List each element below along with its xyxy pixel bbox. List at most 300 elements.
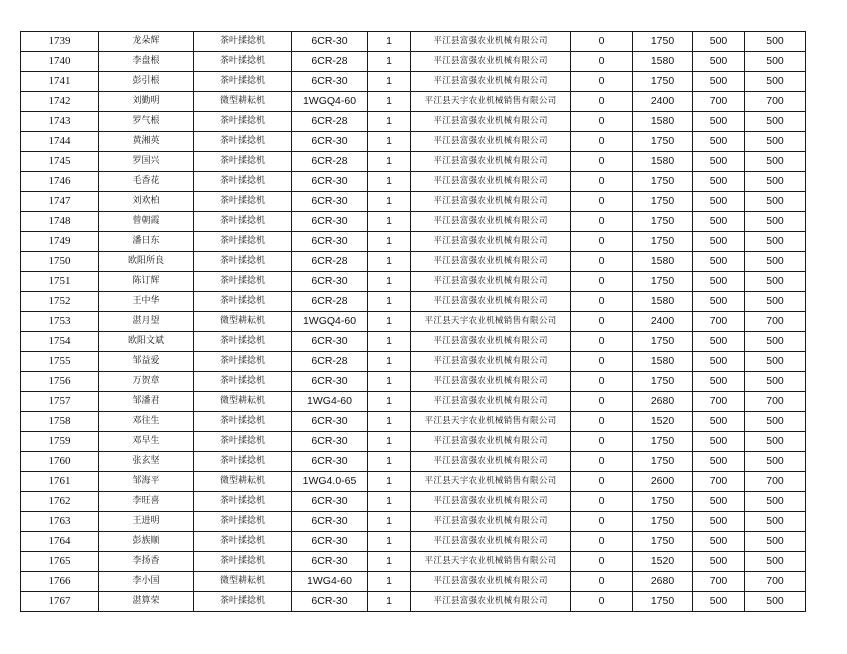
price-cell: 1520: [633, 552, 693, 572]
name-cell: 黄湘英: [99, 132, 194, 152]
name-cell: 彭引根: [99, 72, 194, 92]
machine-type-cell: 茶叶揉捻机: [194, 72, 292, 92]
table-row: [21, 152, 806, 172]
seq-cell: 1744: [21, 132, 99, 152]
name-cell: 李小国: [99, 572, 194, 592]
col7-cell: 0: [571, 212, 633, 232]
name-cell: 邹益爱: [99, 352, 194, 372]
name-cell: 欧阳文斌: [99, 332, 194, 352]
table-row: [21, 132, 806, 152]
seller-cell: 平江县富强农业机械有限公司: [411, 332, 571, 352]
subsidy-cell: 500: [693, 412, 745, 432]
price-cell: 1750: [633, 132, 693, 152]
table-row: [21, 272, 806, 292]
col7-cell: 0: [571, 132, 633, 152]
quantity-cell: 1: [368, 72, 411, 92]
subsidy-cell: 500: [693, 332, 745, 352]
subsidy-cell: 500: [693, 152, 745, 172]
col7-cell: 0: [571, 532, 633, 552]
model-cell: 6CR-30: [292, 232, 368, 252]
col7-cell: 0: [571, 472, 633, 492]
name-cell: 潘日东: [99, 232, 194, 252]
subsidy-total-cell: 500: [745, 552, 806, 572]
subsidy-total-cell: 500: [745, 192, 806, 212]
table-row: [21, 552, 806, 572]
machine-type-cell: 茶叶揉捻机: [194, 332, 292, 352]
model-cell: 6CR-28: [292, 252, 368, 272]
seller-cell: 平江县富强农业机械有限公司: [411, 492, 571, 512]
seller-cell: 平江县富强农业机械有限公司: [411, 432, 571, 452]
model-cell: 6CR-28: [292, 112, 368, 132]
machine-type-cell: 茶叶揉捻机: [194, 592, 292, 612]
price-cell: 1580: [633, 292, 693, 312]
col7-cell: 0: [571, 492, 633, 512]
name-cell: 欧阳所良: [99, 252, 194, 272]
machine-type-cell: 微型耕耘机: [194, 392, 292, 412]
seq-cell: 1749: [21, 232, 99, 252]
subsidy-cell: 500: [693, 592, 745, 612]
quantity-cell: 1: [368, 192, 411, 212]
seller-cell: 平江县富强农业机械有限公司: [411, 212, 571, 232]
price-cell: 1750: [633, 72, 693, 92]
subsidy-total-cell: 700: [745, 572, 806, 592]
table-row: [21, 252, 806, 272]
seller-cell: 平江县富强农业机械有限公司: [411, 172, 571, 192]
price-cell: 1520: [633, 412, 693, 432]
seller-cell: 平江县富强农业机械有限公司: [411, 252, 571, 272]
machine-type-cell: 茶叶揉捻机: [194, 372, 292, 392]
col7-cell: 0: [571, 72, 633, 92]
name-cell: 刘勤明: [99, 92, 194, 112]
quantity-cell: 1: [368, 92, 411, 112]
price-cell: 1750: [633, 192, 693, 212]
quantity-cell: 1: [368, 572, 411, 592]
seller-cell: 平江县富强农业机械有限公司: [411, 372, 571, 392]
col7-cell: 0: [571, 292, 633, 312]
name-cell: 李扬香: [99, 552, 194, 572]
model-cell: 6CR-30: [292, 72, 368, 92]
col7-cell: 0: [571, 172, 633, 192]
name-cell: 刘欢柏: [99, 192, 194, 212]
price-cell: 1750: [633, 272, 693, 292]
subsidy-cell: 500: [693, 532, 745, 552]
seq-cell: 1741: [21, 72, 99, 92]
subsidy-cell: 500: [693, 372, 745, 392]
seq-cell: 1746: [21, 172, 99, 192]
seller-cell: 平江县富强农业机械有限公司: [411, 32, 571, 52]
name-cell: 湛月望: [99, 312, 194, 332]
name-cell: 王进明: [99, 512, 194, 532]
price-cell: 1580: [633, 152, 693, 172]
price-cell: 2600: [633, 472, 693, 492]
seller-cell: 平江县富强农业机械有限公司: [411, 572, 571, 592]
subsidy-cell: 500: [693, 132, 745, 152]
model-cell: 6CR-30: [292, 432, 368, 452]
seller-cell: 平江县富强农业机械有限公司: [411, 152, 571, 172]
machine-type-cell: 茶叶揉捻机: [194, 292, 292, 312]
subsidy-total-cell: 500: [745, 212, 806, 232]
price-cell: 1750: [633, 592, 693, 612]
subsidy-total-cell: 500: [745, 512, 806, 532]
quantity-cell: 1: [368, 372, 411, 392]
seq-cell: 1750: [21, 252, 99, 272]
col7-cell: 0: [571, 432, 633, 452]
table-row: [21, 352, 806, 372]
seq-cell: 1739: [21, 32, 99, 52]
quantity-cell: 1: [368, 352, 411, 372]
quantity-cell: 1: [368, 492, 411, 512]
subsidy-cell: 500: [693, 352, 745, 372]
quantity-cell: 1: [368, 552, 411, 572]
price-cell: 1580: [633, 52, 693, 72]
subsidy-total-cell: 500: [745, 72, 806, 92]
col7-cell: 0: [571, 92, 633, 112]
col7-cell: 0: [571, 192, 633, 212]
machine-type-cell: 茶叶揉捻机: [194, 452, 292, 472]
subsidy-total-cell: 500: [745, 172, 806, 192]
seller-cell: 平江县富强农业机械有限公司: [411, 52, 571, 72]
col7-cell: 0: [571, 252, 633, 272]
price-cell: 1750: [633, 492, 693, 512]
subsidy-cell: 500: [693, 272, 745, 292]
seq-cell: 1758: [21, 412, 99, 432]
price-cell: 1750: [633, 452, 693, 472]
seller-cell: 平江县富强农业机械有限公司: [411, 132, 571, 152]
machine-type-cell: 茶叶揉捻机: [194, 232, 292, 252]
subsidy-cell: 700: [693, 392, 745, 412]
quantity-cell: 1: [368, 332, 411, 352]
price-cell: 1580: [633, 352, 693, 372]
subsidy-cell: 500: [693, 512, 745, 532]
table-row: [21, 172, 806, 192]
subsidy-cell: 500: [693, 252, 745, 272]
machine-type-cell: 微型耕耘机: [194, 472, 292, 492]
col7-cell: 0: [571, 512, 633, 532]
subsidy-total-cell: 500: [745, 352, 806, 372]
model-cell: 6CR-28: [292, 292, 368, 312]
col7-cell: 0: [571, 572, 633, 592]
seller-cell: 平江县天宇农业机械销售有限公司: [411, 472, 571, 492]
machine-type-cell: 茶叶揉捻机: [194, 32, 292, 52]
model-cell: 6CR-30: [292, 132, 368, 152]
name-cell: 龙朵辉: [99, 32, 194, 52]
machine-type-cell: 茶叶揉捻机: [194, 112, 292, 132]
quantity-cell: 1: [368, 592, 411, 612]
table-row: [21, 52, 806, 72]
seller-cell: 平江县天宇农业机械销售有限公司: [411, 412, 571, 432]
quantity-cell: 1: [368, 32, 411, 52]
seq-cell: 1753: [21, 312, 99, 332]
col7-cell: 0: [571, 232, 633, 252]
name-cell: 李盘根: [99, 52, 194, 72]
price-cell: 2400: [633, 92, 693, 112]
col7-cell: 0: [571, 452, 633, 472]
seq-cell: 1742: [21, 92, 99, 112]
model-cell: 6CR-28: [292, 152, 368, 172]
col7-cell: 0: [571, 552, 633, 572]
machine-type-cell: 茶叶揉捻机: [194, 172, 292, 192]
machine-type-cell: 茶叶揉捻机: [194, 272, 292, 292]
quantity-cell: 1: [368, 212, 411, 232]
table-row: [21, 312, 806, 332]
seq-cell: 1760: [21, 452, 99, 472]
table-row: [21, 92, 806, 112]
seq-cell: 1743: [21, 112, 99, 132]
table-row: [21, 452, 806, 472]
col7-cell: 0: [571, 412, 633, 432]
model-cell: 6CR-30: [292, 552, 368, 572]
model-cell: 1WG4-60: [292, 572, 368, 592]
subsidy-cell: 700: [693, 472, 745, 492]
quantity-cell: 1: [368, 512, 411, 532]
subsidy-total-cell: 700: [745, 392, 806, 412]
subsidy-cell: 500: [693, 52, 745, 72]
seq-cell: 1757: [21, 392, 99, 412]
quantity-cell: 1: [368, 132, 411, 152]
machine-type-cell: 茶叶揉捻机: [194, 352, 292, 372]
model-cell: 6CR-30: [292, 192, 368, 212]
subsidy-total-cell: 500: [745, 132, 806, 152]
table-row: [21, 232, 806, 252]
subsidy-cell: 700: [693, 312, 745, 332]
col7-cell: 0: [571, 152, 633, 172]
subsidy-cell: 500: [693, 552, 745, 572]
subsidy-total-cell: 700: [745, 472, 806, 492]
seller-cell: 平江县富强农业机械有限公司: [411, 512, 571, 532]
seq-cell: 1756: [21, 372, 99, 392]
machine-type-cell: 茶叶揉捻机: [194, 512, 292, 532]
model-cell: 1WGQ4-60: [292, 312, 368, 332]
table-row: [21, 592, 806, 612]
table-row: [21, 512, 806, 532]
name-cell: 邹潘君: [99, 392, 194, 412]
price-cell: 2400: [633, 312, 693, 332]
machine-type-cell: 茶叶揉捻机: [194, 252, 292, 272]
seller-cell: 平江县富强农业机械有限公司: [411, 352, 571, 372]
machine-type-cell: 茶叶揉捻机: [194, 52, 292, 72]
machine-type-cell: 茶叶揉捻机: [194, 192, 292, 212]
name-cell: 张玄坚: [99, 452, 194, 472]
seq-cell: 1759: [21, 432, 99, 452]
price-cell: 1750: [633, 172, 693, 192]
quantity-cell: 1: [368, 112, 411, 132]
machine-type-cell: 茶叶揉捻机: [194, 492, 292, 512]
table-row: [21, 492, 806, 512]
model-cell: 6CR-30: [292, 512, 368, 532]
machine-type-cell: 茶叶揉捻机: [194, 412, 292, 432]
subsidy-total-cell: 500: [745, 372, 806, 392]
model-cell: 6CR-30: [292, 412, 368, 432]
price-cell: 1750: [633, 332, 693, 352]
price-cell: 1750: [633, 432, 693, 452]
model-cell: 6CR-30: [292, 592, 368, 612]
quantity-cell: 1: [368, 532, 411, 552]
subsidy-cell: 700: [693, 572, 745, 592]
seller-cell: 平江县富强农业机械有限公司: [411, 292, 571, 312]
table-row: [21, 72, 806, 92]
table-row: [21, 32, 806, 52]
seq-cell: 1748: [21, 212, 99, 232]
col7-cell: 0: [571, 32, 633, 52]
machine-type-cell: 茶叶揉捻机: [194, 552, 292, 572]
subsidy-total-cell: 700: [745, 312, 806, 332]
seller-cell: 平江县富强农业机械有限公司: [411, 192, 571, 212]
seller-cell: 平江县富强农业机械有限公司: [411, 532, 571, 552]
name-cell: 李旺喜: [99, 492, 194, 512]
subsidy-total-cell: 500: [745, 152, 806, 172]
subsidy-cell: 500: [693, 72, 745, 92]
name-cell: 万贺章: [99, 372, 194, 392]
subsidy-total-cell: 500: [745, 432, 806, 452]
seq-cell: 1761: [21, 472, 99, 492]
seq-cell: 1745: [21, 152, 99, 172]
table-body: [21, 32, 806, 612]
seq-cell: 1740: [21, 52, 99, 72]
subsidy-total-cell: 500: [745, 272, 806, 292]
seq-cell: 1763: [21, 512, 99, 532]
col7-cell: 0: [571, 312, 633, 332]
price-cell: 1750: [633, 32, 693, 52]
table-row: [21, 292, 806, 312]
table-row: [21, 412, 806, 432]
model-cell: 6CR-30: [292, 372, 368, 392]
machine-type-cell: 微型耕耘机: [194, 92, 292, 112]
model-cell: 1WGQ4-60: [292, 92, 368, 112]
subsidy-cell: 500: [693, 492, 745, 512]
table-row: [21, 112, 806, 132]
seq-cell: 1752: [21, 292, 99, 312]
machine-type-cell: 微型耕耘机: [194, 312, 292, 332]
name-cell: 邓往生: [99, 412, 194, 432]
subsidy-total-cell: 500: [745, 112, 806, 132]
name-cell: 曾朝霞: [99, 212, 194, 232]
machine-type-cell: 茶叶揉捻机: [194, 152, 292, 172]
table-row: [21, 212, 806, 232]
table-row: [21, 432, 806, 452]
name-cell: 毛香花: [99, 172, 194, 192]
table-row: [21, 392, 806, 412]
price-cell: 1750: [633, 232, 693, 252]
seller-cell: 平江县天宇农业机械销售有限公司: [411, 92, 571, 112]
subsidy-cell: 500: [693, 432, 745, 452]
col7-cell: 0: [571, 372, 633, 392]
col7-cell: 0: [571, 352, 633, 372]
model-cell: 1WG4-60: [292, 392, 368, 412]
model-cell: 6CR-30: [292, 32, 368, 52]
subsidy-total-cell: 500: [745, 32, 806, 52]
subsidy-cell: 500: [693, 292, 745, 312]
name-cell: 陈订辉: [99, 272, 194, 292]
col7-cell: 0: [571, 332, 633, 352]
subsidy-total-cell: 500: [745, 252, 806, 272]
price-cell: 1750: [633, 512, 693, 532]
name-cell: 王中华: [99, 292, 194, 312]
model-cell: 6CR-28: [292, 52, 368, 72]
subsidy-table: [20, 31, 806, 612]
quantity-cell: 1: [368, 52, 411, 72]
machine-type-cell: 茶叶揉捻机: [194, 532, 292, 552]
quantity-cell: 1: [368, 152, 411, 172]
seq-cell: 1755: [21, 352, 99, 372]
table-row: [21, 532, 806, 552]
quantity-cell: 1: [368, 312, 411, 332]
subsidy-total-cell: 700: [745, 92, 806, 112]
col7-cell: 0: [571, 272, 633, 292]
subsidy-total-cell: 500: [745, 492, 806, 512]
model-cell: 6CR-30: [292, 212, 368, 232]
table-row: [21, 192, 806, 212]
price-cell: 1750: [633, 532, 693, 552]
seq-cell: 1751: [21, 272, 99, 292]
subsidy-total-cell: 500: [745, 412, 806, 432]
subsidy-cell: 500: [693, 112, 745, 132]
quantity-cell: 1: [368, 272, 411, 292]
seq-cell: 1762: [21, 492, 99, 512]
price-cell: 2680: [633, 572, 693, 592]
subsidy-cell: 700: [693, 92, 745, 112]
name-cell: 湛算荣: [99, 592, 194, 612]
quantity-cell: 1: [368, 252, 411, 272]
quantity-cell: 1: [368, 392, 411, 412]
col7-cell: 0: [571, 592, 633, 612]
model-cell: 6CR-30: [292, 532, 368, 552]
col7-cell: 0: [571, 52, 633, 72]
quantity-cell: 1: [368, 172, 411, 192]
seq-cell: 1766: [21, 572, 99, 592]
quantity-cell: 1: [368, 292, 411, 312]
seller-cell: 平江县富强农业机械有限公司: [411, 452, 571, 472]
seller-cell: 平江县天宇农业机械销售有限公司: [411, 552, 571, 572]
seller-cell: 平江县富强农业机械有限公司: [411, 72, 571, 92]
subsidy-total-cell: 500: [745, 452, 806, 472]
model-cell: 1WG4.0-65: [292, 472, 368, 492]
seller-cell: 平江县富强农业机械有限公司: [411, 232, 571, 252]
quantity-cell: 1: [368, 232, 411, 252]
model-cell: 6CR-30: [292, 332, 368, 352]
subsidy-total-cell: 500: [745, 332, 806, 352]
quantity-cell: 1: [368, 412, 411, 432]
machine-type-cell: 茶叶揉捻机: [194, 212, 292, 232]
name-cell: 邓早生: [99, 432, 194, 452]
machine-type-cell: 茶叶揉捻机: [194, 132, 292, 152]
model-cell: 6CR-30: [292, 172, 368, 192]
model-cell: 6CR-30: [292, 492, 368, 512]
col7-cell: 0: [571, 392, 633, 412]
seller-cell: 平江县富强农业机械有限公司: [411, 272, 571, 292]
seq-cell: 1765: [21, 552, 99, 572]
seq-cell: 1767: [21, 592, 99, 612]
col7-cell: 0: [571, 112, 633, 132]
price-cell: 1580: [633, 252, 693, 272]
seq-cell: 1747: [21, 192, 99, 212]
machine-type-cell: 微型耕耘机: [194, 572, 292, 592]
name-cell: 邹海平: [99, 472, 194, 492]
subsidy-cell: 500: [693, 172, 745, 192]
seller-cell: 平江县富强农业机械有限公司: [411, 392, 571, 412]
table-row: [21, 332, 806, 352]
subsidy-total-cell: 500: [745, 232, 806, 252]
price-cell: 2680: [633, 392, 693, 412]
seller-cell: 平江县富强农业机械有限公司: [411, 592, 571, 612]
name-cell: 彭族顺: [99, 532, 194, 552]
model-cell: 6CR-30: [292, 452, 368, 472]
subsidy-cell: 500: [693, 452, 745, 472]
subsidy-cell: 500: [693, 212, 745, 232]
price-cell: 1750: [633, 212, 693, 232]
seq-cell: 1754: [21, 332, 99, 352]
price-cell: 1580: [633, 112, 693, 132]
table-row: [21, 572, 806, 592]
